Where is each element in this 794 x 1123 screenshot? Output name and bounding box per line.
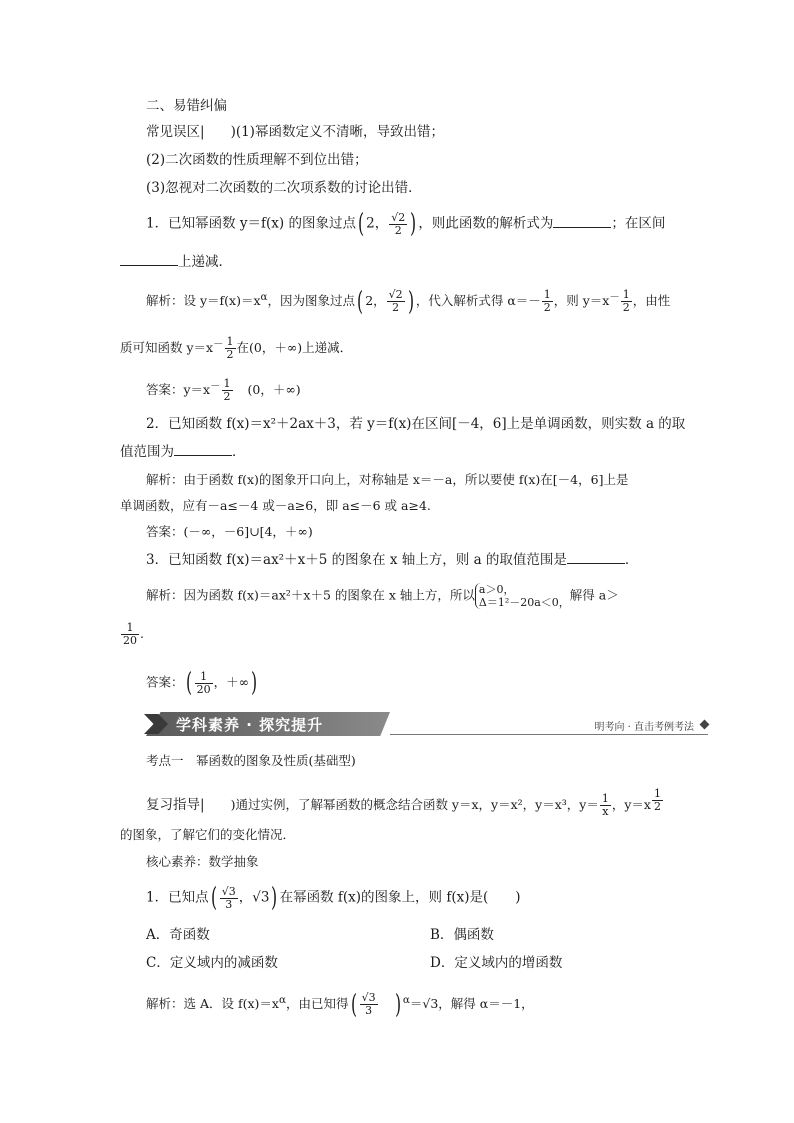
q1-text-b: ，则此函数的解析式为 — [418, 215, 554, 232]
errors-label: 常见误区| — [146, 124, 205, 140]
q1-solution-1: 解析：设 $y=f(x)=x^\alpha$，因为图象过点( 2， $\frac{√2}{2}$ ) ，代入解析式得 α＝－ $\frac{1}{2}$ ，则 y＝x－ $\frac{1}{2}$ ，由性 — [146, 286, 671, 317]
error-1: )(1)幂函数定义不清晰，导致出错； — [230, 124, 444, 140]
paren-left: ( — [357, 209, 365, 239]
diamond-icon — [700, 720, 710, 730]
q1-stem — [146, 211, 665, 237]
answer-blank — [567, 551, 625, 564]
fraction: $\frac{1}{2}$ — [223, 377, 231, 404]
q1-text-d: 上递减． — [178, 254, 232, 270]
q1-text-a: 1．已知幂函数 y＝f(x) 的图象过点 — [146, 215, 356, 232]
section-banner — [146, 712, 708, 736]
review-guide-2: 的图象，了解它们的变化情况． — [120, 827, 296, 842]
q3-solution: 解析：因为函数 f(x)＝ax²＋x＋5 的图象在 x 轴上方，所以 a＞0， Δ＝1²－20a＜0， 解得 a＞ — [146, 583, 619, 609]
option-b[interactable]: B．偶函数 — [430, 927, 494, 943]
q1-point-y-fraction: $\frac{√2}{2}$ — [391, 210, 406, 237]
fraction: $\frac{1}{x}$ — [601, 792, 609, 818]
fraction: $\frac{1}{2}$ — [543, 288, 551, 315]
paren-left: ( — [185, 668, 192, 698]
fraction: $\frac{1}{20}$ — [196, 669, 211, 696]
inequality-system: a＞0， Δ＝1²－20a＜0， — [475, 583, 570, 609]
answer-blank — [120, 253, 178, 266]
topic-title: 考点一 幂函数的图象及性质(基础型) — [146, 753, 356, 768]
fraction-exponent: 1 2 — [653, 787, 661, 813]
paren-right: ) — [394, 989, 401, 1020]
q2-answer: 答案：(－∞，－6]∪[4，＋∞) — [146, 524, 313, 539]
fraction: $\frac{√2}{2}$ — [388, 288, 403, 315]
option-d[interactable]: D．定义域内的增函数 — [430, 955, 563, 971]
banner-title: 学科素养 · 探究提升 — [176, 716, 324, 734]
paren-left: ( — [210, 883, 217, 913]
core-literacy: 核心素养：数学抽象 — [146, 854, 259, 869]
fraction: $\frac{√3}{3}$ — [361, 991, 376, 1018]
option-c[interactable]: C．定义域内的减函数 — [146, 955, 278, 971]
paren-right: ) — [271, 883, 278, 913]
q1-solution-2: 质可知函数 y＝x－ $\frac{1}{2}$ 在(0，＋∞)上递减． — [120, 335, 353, 362]
q1-text-c: ；在区间 — [611, 215, 666, 232]
q3-solution-2: $\frac{1}{20}$ . — [123, 621, 144, 647]
banner-rule — [390, 734, 708, 735]
q1-answer: 答案：y＝x－ $\frac{1}{2}$ (0，＋∞) — [146, 377, 301, 404]
fraction: $\frac{1}{2}$ — [226, 335, 234, 362]
error-3: (3)忽视对二次函数的二次项系数的讨论出错． — [146, 180, 422, 196]
answer-blank — [553, 215, 611, 228]
q2-solution-1: 解析：由于函数 f(x)的图象开口向上，对称轴是 x＝－a，所以要使 f(x)在[－4，6]上是 — [146, 472, 629, 487]
q3-answer: 答案：( $\frac{1}{20}$ ，＋∞) — [146, 668, 258, 698]
fraction: $\frac{√3}{3}$ — [221, 884, 236, 911]
q2-stem-2: 值范围为 ． — [120, 444, 246, 460]
kd1-q1-stem: 1．已知点( $\frac{√3}{3}$ ，√3) 在幂函数 f(x)的图象上，则 f(x)是( ) — [146, 883, 521, 913]
alpha-exponent: α — [260, 291, 268, 303]
q1-stem-2 — [120, 252, 232, 272]
fraction: $\frac{1}{2}$ — [622, 288, 630, 315]
paren-right: ) — [407, 286, 414, 317]
section-heading: 二、易错纠偏 — [146, 98, 227, 114]
option-a[interactable]: A．奇函数 — [146, 927, 210, 943]
q2-solution-2: 单调函数，应有－a≤－4 或－a≥6，即 a≤－6 或 a≥4. — [120, 498, 431, 513]
review-guide: 复习指导| )通过实例，了解幂函数的概念结合函数 y＝x，y＝x²，y＝x³，y＝ $\frac{1}{x}$ ，y＝x $^{\frac{1}{2}}$ — [146, 787, 661, 818]
banner-subtitle: 明考向 · 直击考例考法 — [594, 722, 694, 733]
answer-blank — [174, 443, 232, 456]
kd1-solution: 解析：选 A．设 $f(x)=x^\alpha$，由已知得( $\frac{√3}{3}$ ) $^\alpha$＝√3，解得 α＝－1， — [146, 989, 534, 1020]
q2-stem: 2．已知函数 f(x)＝x²＋2ax＋3，若 y＝f(x)在区间[－4，6]上是单调函数，则实数 a 的取 — [146, 416, 686, 432]
paren-right: ) — [410, 209, 417, 239]
error-2: (2)二次函数的性质理解不到位出错； — [146, 152, 368, 168]
q1-point-x: 2， — [366, 215, 389, 232]
paren-right: ) — [251, 668, 258, 698]
q3-stem: 3．已知函数 f(x)＝ax²＋x＋5 的图象在 x 轴上方，则 a 的取值范围是 ． — [146, 552, 639, 568]
paren-left: ( — [357, 286, 364, 317]
paren-left: ( — [350, 989, 357, 1020]
errors-line-1 — [146, 122, 444, 142]
fraction: $\frac{1}{20}$ — [123, 621, 137, 647]
